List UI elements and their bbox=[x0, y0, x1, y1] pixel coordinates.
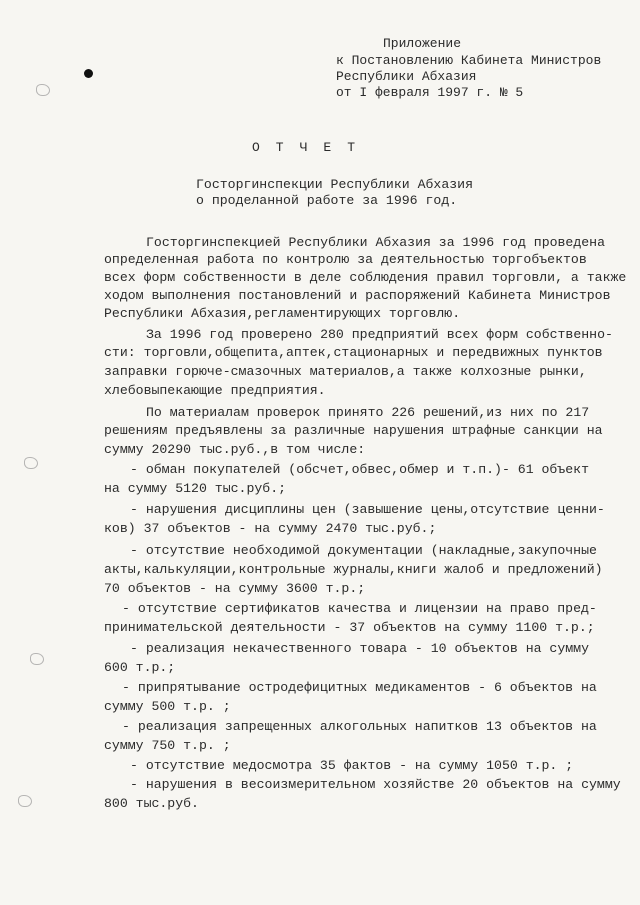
margin-mark bbox=[24, 457, 38, 469]
body-line: - реализация некачественного товара - 10 объектов на сумму bbox=[130, 641, 589, 656]
body-line: решениям предъявлены за различные нарушения штрафные санкции на bbox=[104, 423, 603, 438]
margin-mark bbox=[30, 653, 44, 665]
margin-mark bbox=[18, 795, 32, 807]
body-line: ков) 37 объектов - на сумму 2470 тыс.руб.; bbox=[104, 521, 437, 536]
document-title: ОТЧЕТ bbox=[252, 140, 372, 155]
margin-mark bbox=[36, 84, 50, 96]
body-line: принимательской деятельности - 37 объектов на сумму 1100 т.р.; bbox=[104, 620, 595, 635]
body-line: сумму 500 т.р. ; bbox=[104, 699, 231, 714]
appendix-republic: Республики Абхазия bbox=[336, 69, 477, 84]
appendix-decree: к Постановлению Кабинета Министров bbox=[336, 53, 602, 68]
body-line: - припрятывание остродефицитных медикаментов - 6 объектов на bbox=[122, 680, 597, 695]
body-line: - реализация запрещенных алкогольных напитков 13 объектов на bbox=[122, 719, 597, 734]
body-line: Республики Абхазия,регламентирующих торговлю. bbox=[104, 306, 461, 321]
subtitle-line-1: Госторгинспекции Республики Абхазия bbox=[196, 177, 473, 192]
ink-dot bbox=[84, 69, 93, 78]
body-line: сумму 20290 тыс.руб.,в том числе: bbox=[104, 442, 366, 457]
body-line: сумму 750 т.р. ; bbox=[104, 738, 231, 753]
body-line: 800 тыс.руб. bbox=[104, 796, 199, 811]
body-line: ходом выполнения постановлений и распоряжений Кабинета Министров bbox=[104, 288, 611, 303]
body-line: - отсутствие необходимой документации (накладные,закупочные bbox=[130, 543, 597, 558]
body-line: 600 т.р.; bbox=[104, 660, 176, 675]
body-line: 70 объектов - на сумму 3600 т.р.; bbox=[104, 581, 366, 596]
appendix-label: Приложение bbox=[383, 36, 462, 51]
body-line: Госторгинспекцией Республики Абхазия за 1996 год проведена bbox=[146, 235, 605, 250]
body-line: хлебовыпекающие предприятия. bbox=[104, 383, 326, 398]
body-line: За 1996 год проверено 280 предприятий всех форм собственно- bbox=[146, 327, 613, 342]
body-line: заправки горюче-смазочных материалов,а также колхозные рынки, bbox=[104, 364, 587, 379]
body-line: - нарушения в весоизмерительном хозяйстве 20 объектов на сумму bbox=[130, 777, 621, 792]
body-line: - отсутствие сертификатов качества и лицензии на право пред- bbox=[122, 601, 597, 616]
body-line: определенная работа по контролю за деятельностью торгобъектов bbox=[104, 252, 587, 267]
body-line: - отсутствие медосмотра 35 фактов - на сумму 1050 т.р. ; bbox=[130, 758, 574, 773]
body-line: на сумму 5120 тыс.руб.; bbox=[104, 481, 287, 496]
subtitle-line-2: о проделанной работе за 1996 год. bbox=[196, 193, 458, 208]
appendix-date: от I февраля 1997 г. № 5 bbox=[336, 85, 524, 100]
body-line: - обман покупателей (обсчет,обвес,обмер и т.п.)- 61 объект bbox=[130, 462, 589, 477]
body-line: - нарушения дисциплины цен (завышение цены,отсутствие ценни- bbox=[130, 502, 605, 517]
body-line: По материалам проверок принято 226 решений,из них по 217 bbox=[146, 405, 590, 420]
body-line: всех форм собственности в деле соблюдения правил торговли, а также bbox=[104, 270, 627, 285]
body-line: сти: торговли,общепита,аптек,стационарных и передвижных пунктов bbox=[104, 345, 603, 360]
body-line: акты,калькуляции,контрольные журналы,книги жалоб и предложений) bbox=[104, 562, 603, 577]
